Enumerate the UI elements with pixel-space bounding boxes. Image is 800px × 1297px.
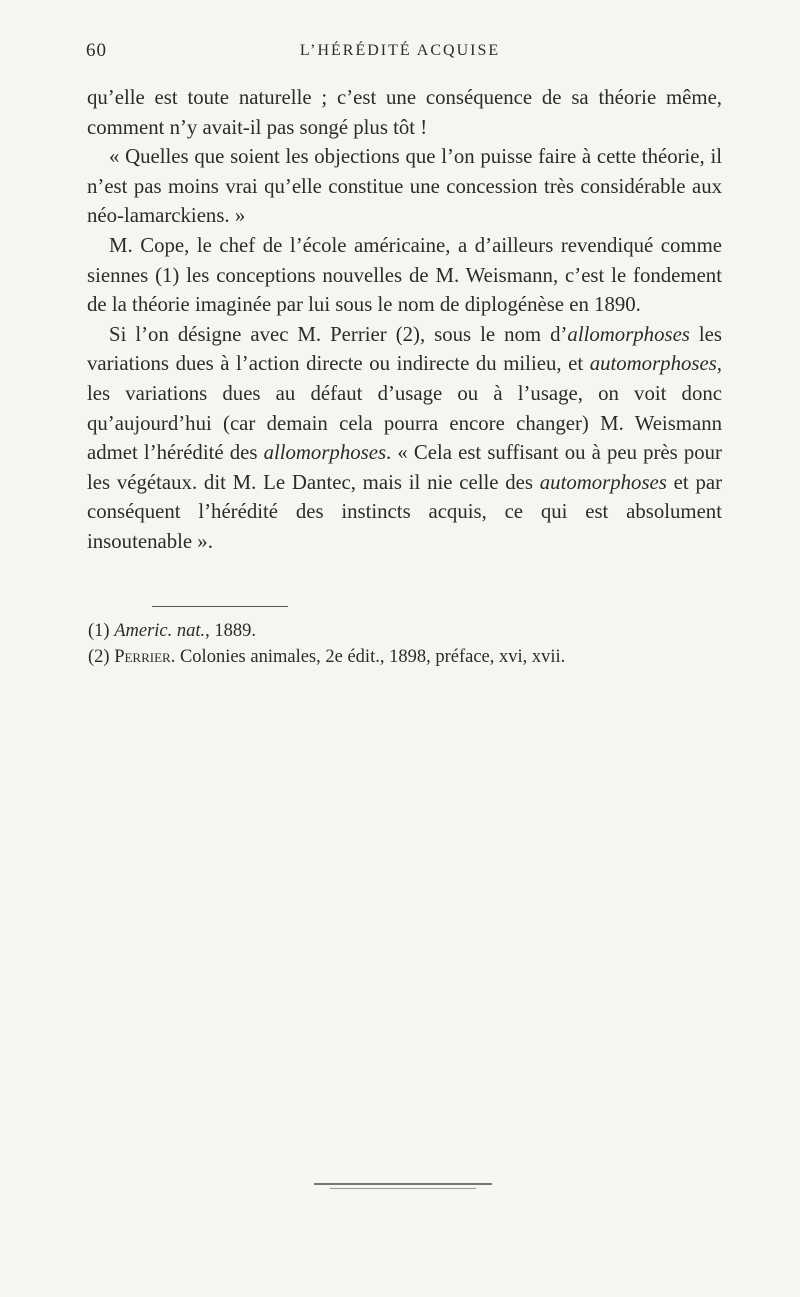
italic-term: automorphoses (589, 352, 717, 376)
page-header (86, 40, 714, 70)
footnote-1-source: Americ. nat. (114, 621, 206, 641)
footnote-1-text: , 1889. (205, 621, 257, 641)
paragraph-4-text: . « Cela est suffisant ou à peu près pour les végétaux. dit M. Le Dantec, mais il nie celle des (87, 441, 722, 494)
footnote-2-text: . Colonies animales, 2e édit., 1898, préface, xvi, xvii. (170, 647, 566, 667)
paragraph-3: M. Cope, le chef de l’école américaine, a d’ailleurs revendiqué comme siennes (1) les conceptions nouvelles de M. Weismann, c’est le fondement de la théorie imaginée par lui sous le nom de diplogénèse en 1890. (87, 233, 722, 317)
footnote-2 (88, 644, 728, 670)
italic-term: allomorphoses (567, 322, 690, 346)
running-title: L’HÉRÉDITÉ ACQUISE (299, 42, 501, 59)
paragraph-4 (87, 320, 722, 557)
paragraph-4-text: et par conséquent l’hérédité des instincts acquis, ce qui est absolument insoutenable ». (87, 470, 723, 553)
footnote-1 (88, 618, 728, 644)
footnote-2-author: Perrier (114, 647, 171, 667)
page-number: 60 (86, 40, 107, 61)
paragraph-4-text: , les variations dues au défaut d’usage ou à l’usage, on voit donc qu’aujourd’hui (car demain cela pourra encore changer) M. Weismann admet l’hérédité des (87, 352, 722, 465)
bottom-ornament-rule-thin (330, 1188, 476, 1189)
italic-term: allomorphoses (263, 441, 387, 465)
paragraph-2: « Quelles que soient les objections que l’on puisse faire à cette théorie, il n’est pas moins vrai qu’elle constitue une concession très considérable aux néo-lamarckiens. » (87, 145, 722, 228)
footnote-2-number: (2) (88, 647, 115, 667)
paragraph-4-text: Si l’on désigne avec M. Perrier (2), sous le nom d’ (109, 322, 568, 346)
bottom-ornament-rule (314, 1183, 492, 1185)
italic-term: automorphoses (539, 470, 667, 494)
paragraph-1: qu’elle est toute naturelle ; c’est une conséquence de sa théorie même, comment n’y avait-il pas songé plus tôt ! (87, 86, 722, 139)
footnote-divider (152, 606, 288, 607)
body-text (87, 83, 722, 557)
footnote-1-number: (1) (88, 621, 115, 641)
paragraph-4-text: les variations dues à l’action directe ou indirecte du milieu, et (87, 322, 723, 376)
footnotes (88, 618, 728, 670)
